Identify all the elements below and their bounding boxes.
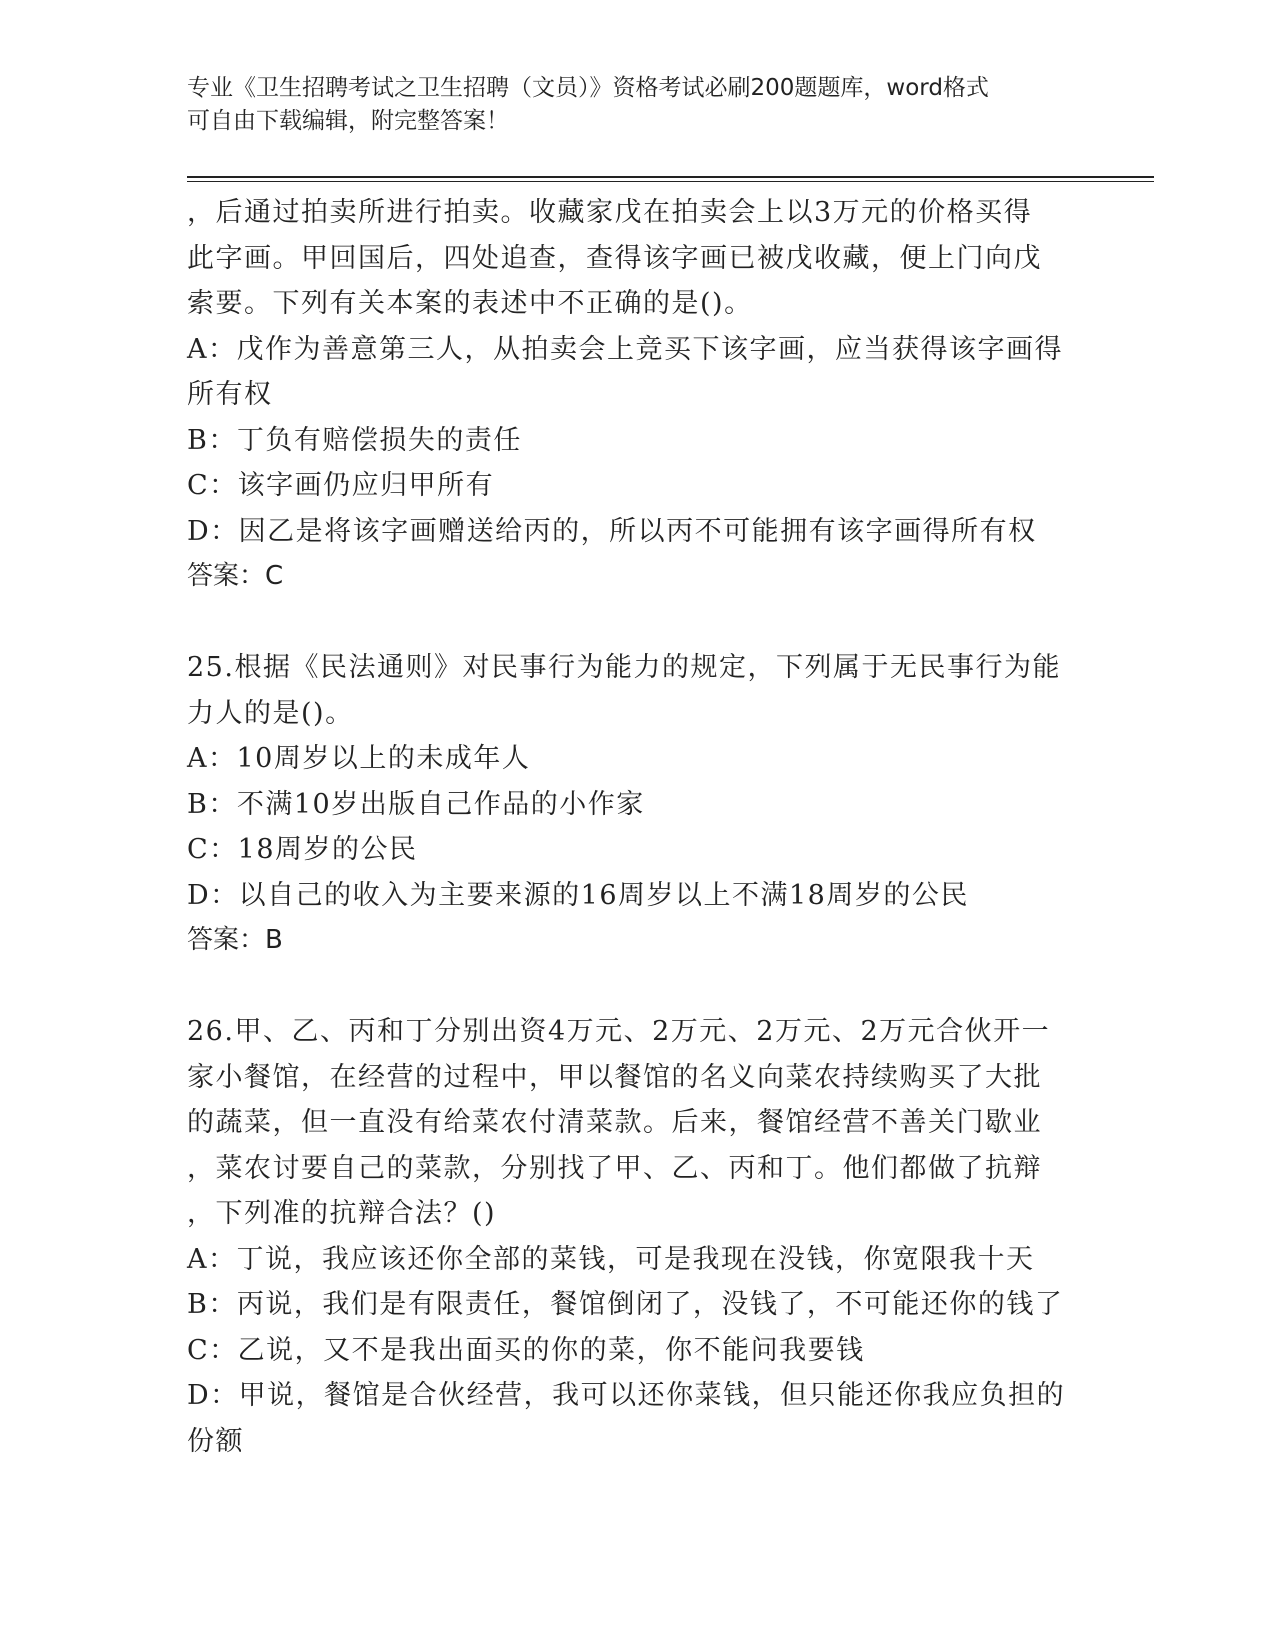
question-stem-line: ，后通过拍卖所进行拍卖。收藏家戊在拍卖会上以3万元的价格买得 bbox=[187, 197, 1033, 228]
question-stem-line: ，菜农讨要自己的菜款，分别找了甲、乙、丙和丁。他们都做了抗辩 bbox=[187, 1152, 1042, 1184]
option-d: D：因乙是将该字画赠送给丙的，所以丙不可能拥有该字画得所有权 bbox=[187, 515, 1037, 547]
document-title-line-1: 专业《卫生招聘考试之卫生招聘（文员）》资格考试必刷200题题库，word格式 bbox=[187, 75, 989, 101]
question-24-continuation bbox=[187, 190, 1087, 600]
answer-line: 答案：B bbox=[187, 925, 283, 955]
option-d: D：以自己的收入为主要来源的16周岁以上不满18周岁的公民 bbox=[187, 879, 969, 911]
spacer bbox=[187, 600, 1087, 646]
spacer bbox=[187, 964, 1087, 1010]
question-stem-line: 家小餐馆，在经营的过程中，甲以餐馆的名义向菜农持续购买了大批 bbox=[187, 1061, 1042, 1093]
option-a: A：戊作为善意第三人，从拍卖会上竞买下该字画，应当获得该字画得 bbox=[187, 333, 1063, 365]
option-d-continued: 份额 bbox=[187, 1425, 244, 1457]
question-stem-line: 的蔬菜，但一直没有给菜农付清菜款。后来，餐馆经营不善关门歇业 bbox=[187, 1107, 1042, 1138]
question-stem-line: 索要。下列有关本案的表述中不正确的是()。 bbox=[187, 288, 753, 319]
option-d: D：甲说，餐馆是合伙经营，我可以还你菜钱，但只能还你我应负担的 bbox=[187, 1380, 1066, 1411]
header-divider bbox=[187, 176, 1154, 182]
answer-line: 答案：C bbox=[187, 561, 284, 591]
option-a: A：丁说，我应该还你全部的菜钱，可是我现在没钱，你宽限我十天 bbox=[187, 1243, 1035, 1275]
question-25 bbox=[187, 645, 1087, 964]
question-content bbox=[187, 190, 1087, 1464]
option-c: C：乙说，又不是我出面买的你的菜，你不能问我要钱 bbox=[187, 1334, 865, 1366]
option-a: A：10周岁以上的未成年人 bbox=[187, 743, 531, 774]
question-stem-line: ，下列准的抗辩合法？() bbox=[187, 1198, 497, 1229]
option-c: C：该字画仍应归甲所有 bbox=[187, 470, 495, 501]
option-a-continued: 所有权 bbox=[187, 379, 273, 410]
option-b: B：丁负有赔偿损失的责任 bbox=[187, 424, 522, 456]
question-stem-line: 此字画。甲回国后，四处追查，查得该字画已被戊收藏，便上门向戊 bbox=[187, 242, 1042, 274]
option-c: C：18周岁的公民 bbox=[187, 834, 418, 865]
option-b: B：不满10岁出版自己作品的小作家 bbox=[187, 788, 645, 820]
question-stem-line: 26.甲、乙、丙和丁分别出资4万元、2万元、2万元、2万元合伙开一 bbox=[187, 1016, 1051, 1047]
question-stem-line: 力人的是()。 bbox=[187, 697, 354, 729]
page-header bbox=[187, 72, 1087, 138]
document-title-line-2: 可自由下载编辑，附完整答案！ bbox=[187, 108, 509, 134]
option-b: B：丙说，我们是有限责任，餐馆倒闭了，没钱了，不可能还你的钱了 bbox=[187, 1289, 1064, 1320]
question-stem-line: 25.根据《民法通则》对民事行为能力的规定，下列属于无民事行为能 bbox=[187, 652, 1061, 683]
question-26 bbox=[187, 1009, 1087, 1464]
